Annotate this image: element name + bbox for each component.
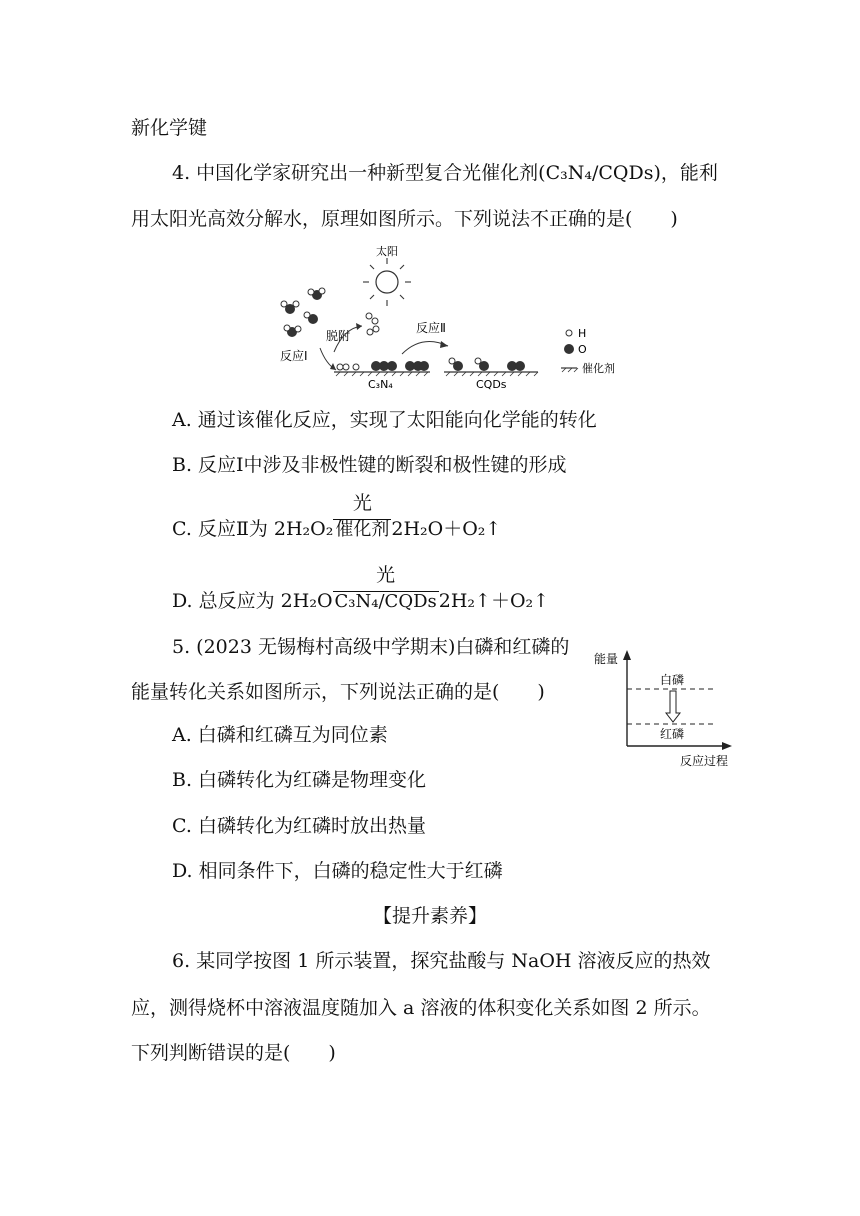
q5-option-a: A. 白磷和红磷互为同位素: [172, 724, 388, 746]
q4-option-c: [172, 492, 502, 542]
white-phosphorus-label: 白磷: [660, 673, 685, 687]
q4-option-c-condition: [333, 492, 391, 542]
q4-option-d-reactants: D. 总反应为 2H₂O: [172, 590, 333, 612]
c3n4-label: C₃N₄: [368, 378, 393, 391]
catalyst-cqds-surface: [444, 358, 538, 376]
energy-axis-label: 能量: [594, 652, 619, 666]
sun-icon: [363, 258, 411, 306]
q6-stem-line1: 6. 某同学按图 1 所示装置，探究盐酸与 NaOH 溶液反应的热效: [172, 950, 711, 972]
q5-energy-diagram: [592, 642, 742, 772]
previous-answer-tail: 新化学键: [131, 117, 208, 139]
q5-option-b: B. 白磷转化为红磷是物理变化: [172, 769, 427, 791]
q4-option-d-products: 2H₂↑＋O₂↑: [438, 590, 550, 612]
legend-catalyst-label: 催化剂: [582, 362, 615, 375]
q4-option-d: [172, 564, 550, 614]
q4-option-c-reactants: C. 反应Ⅱ为 2H₂O₂: [172, 518, 334, 540]
q4-option-b: B. 反应Ⅰ中涉及非极性键的断裂和极性键的形成: [172, 454, 567, 476]
q5-stem-line1: 5. (2023 无锡梅村高级中学期末)白磷和红磷的: [172, 636, 570, 658]
q4-option-d-condition-bottom: C₃N₄/CQDs: [334, 591, 437, 612]
q4-option-c-condition-top: 光: [352, 492, 372, 514]
desorb-label: 脱附: [326, 329, 351, 343]
q6-stem-line3: 下列判断错误的是( ): [131, 1042, 336, 1064]
process-axis-label: 反应过程: [680, 754, 729, 768]
q4-option-d-condition: [333, 564, 439, 614]
reaction2-label: 反应Ⅱ: [416, 321, 446, 335]
red-phosphorus-label: 红磷: [660, 727, 685, 741]
catalyst-c3n4-surface: [334, 361, 430, 376]
section-title: 【提升素养】: [372, 905, 487, 927]
q4-stem-line1: 4. 中国化学家研究出一种新型复合光催化剂(C₃N₄/CQDs)，能利: [172, 162, 718, 184]
cqds-label: CQDs: [476, 378, 507, 391]
q4-stem-line2: 用太阳光高效分解水，原理如图所示。下列说法不正确的是( ): [131, 208, 678, 230]
q6-stem-line2: 应，测得烧杯中溶液温度随加入 a 溶液的体积变化关系如图 2 所示。: [131, 997, 711, 1019]
q4-photocatalysis-figure: [272, 242, 632, 392]
water-molecules: [281, 288, 325, 337]
q4-option-c-products: 2H₂O＋O₂↑: [391, 518, 502, 540]
q4-option-d-condition-top: 光: [376, 564, 396, 586]
hydrogen-molecules: [366, 313, 379, 335]
q5-option-d: D. 相同条件下，白磷的稳定性大于红磷: [172, 860, 503, 882]
legend-h-label: H: [578, 327, 587, 340]
reaction1-label: 反应Ⅰ: [280, 349, 308, 363]
figure-legend: [561, 327, 615, 375]
q4-option-a: A. 通过该催化反应，实现了太阳能向化学能的转化: [172, 409, 597, 431]
q5-option-c: C. 白磷转化为红磷时放出热量: [172, 815, 426, 837]
down-arrow-icon: [666, 691, 680, 722]
q5-stem-line2: 能量转化关系如图所示，下列说法正确的是( ): [131, 681, 545, 703]
q4-option-c-condition-bottom: 催化剂: [335, 519, 390, 540]
sun-label: 太阳: [376, 245, 398, 258]
legend-o-label: O: [578, 343, 587, 356]
